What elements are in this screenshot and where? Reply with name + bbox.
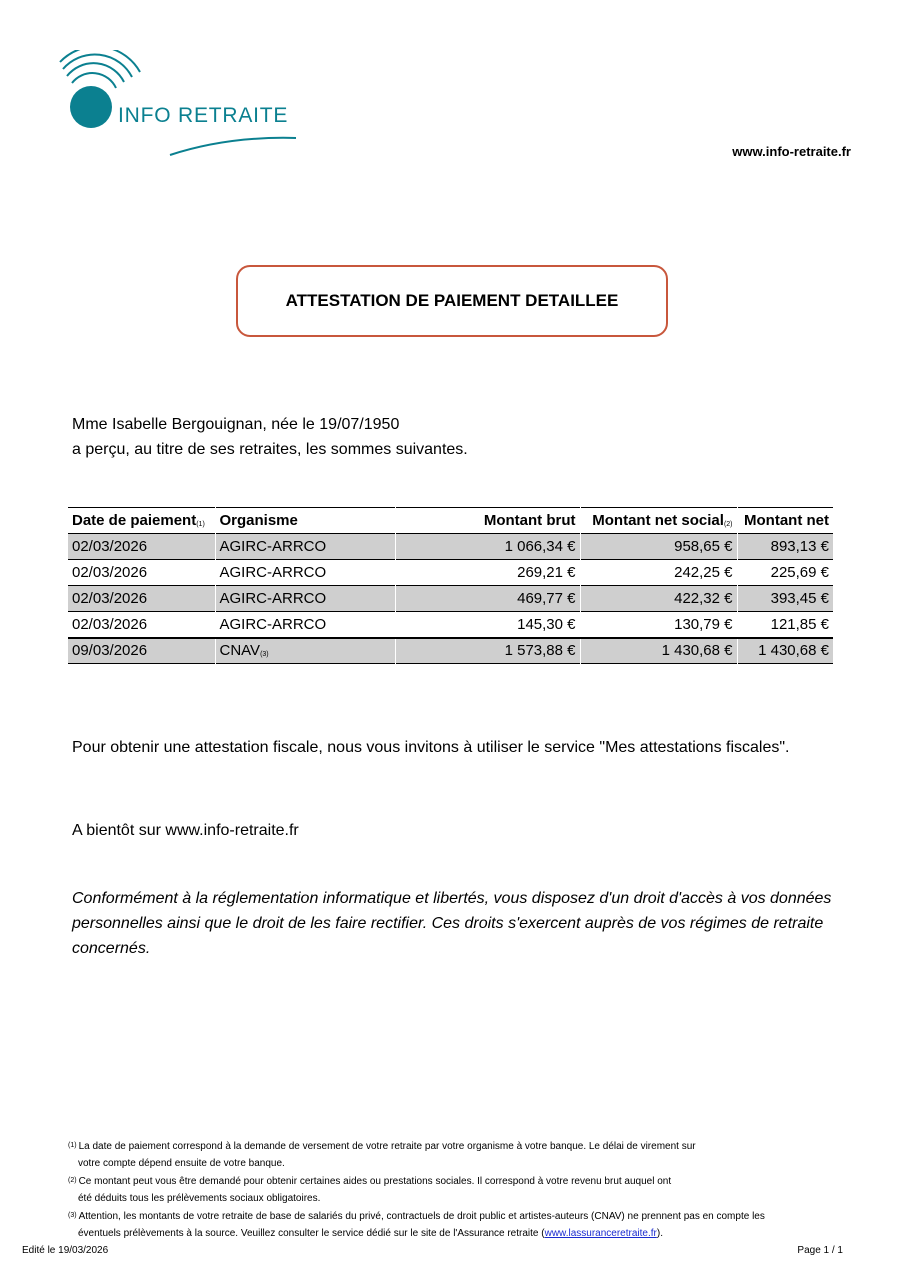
fiscal-attestation-text: Pour obtenir une attestation fiscale, nous vous invitons à utiliser le service "Mes attestations fiscales". xyxy=(72,739,790,756)
cell-date: 02/03/2026 xyxy=(72,538,148,555)
cell-organism: AGIRC-ARRCO xyxy=(215,534,395,560)
table-row xyxy=(68,586,833,612)
footnote-3 xyxy=(68,1209,828,1241)
intro-line-1: Mme Isabelle Bergouignan, née le 19/07/1950 xyxy=(72,416,400,433)
cell-organism: $CNAV_{(3)}$ xyxy=(215,638,395,664)
privacy-rights-text: Conformément à la réglementation informatique et libertés, vous disposez d'un droit d'accès à vos données personnelles ainsi que le droit de les faire rectifier. Ces droits s'exercent auprès de vos régimes de retraite concernés. xyxy=(72,890,832,957)
cell-net: 893,13 € xyxy=(737,534,833,560)
logo-text: INFO RETRAITE xyxy=(118,104,289,127)
footnote-2 xyxy=(68,1174,828,1206)
cell-brut: 1 573,88 € xyxy=(395,638,580,664)
document-title: ATTESTATION DE PAIEMENT DETAILLEE xyxy=(236,265,668,337)
table-row xyxy=(68,560,833,586)
footnote-mark: (2) xyxy=(68,1177,77,1184)
footnotes xyxy=(68,1139,828,1244)
cell-net: 1 430,68 € xyxy=(737,638,833,664)
cell-net: 225,69 € xyxy=(737,560,833,586)
cell-net: 393,45 € xyxy=(737,586,833,612)
header-brut: Montant brut xyxy=(395,508,580,534)
cell-organism: AGIRC-ARRCO xyxy=(215,560,395,586)
cell-brut: 1 066,34 € xyxy=(395,534,580,560)
cell-net-social: 130,79 € xyxy=(580,612,737,638)
header-url[interactable]: www.info-retraite.fr xyxy=(732,144,851,159)
cell-date: 09/03/2026 xyxy=(72,642,148,660)
footnote-text: éventuels prélèvements à la source. Veuillez consulter le service dédié sur le site de l'Assurance retraite (www.lassuranceretraite.fr). xyxy=(78,1227,663,1239)
footnote-text: Ce montant peut vous être demandé pour obtenir certaines aides ou prestations sociales. Il correspond à votre revenu brut auquel ont xyxy=(78,1176,672,1187)
table-row xyxy=(68,534,833,560)
cell-organism: AGIRC-ARRCO xyxy=(215,586,395,612)
edit-date: Edité le 19/03/2026 xyxy=(22,1245,109,1256)
payments-table xyxy=(68,507,833,664)
cell-net-social: 422,32 € xyxy=(580,586,737,612)
cell-brut: 145,30 € xyxy=(395,612,580,638)
footnote-mark: (1) xyxy=(68,1142,77,1149)
bientot-text: A bientôt sur www.info-retraite.fr xyxy=(72,822,299,839)
cell-net-social: 242,25 € xyxy=(580,560,737,586)
cell-organism: AGIRC-ARRCO xyxy=(215,612,395,638)
header-net-social: Montant net social$_{(2)}$ xyxy=(580,508,737,534)
footnote-text: La date de paiement correspond à la demande de versement de votre retraite par votre organisme à votre banque. Le délai de virement sur xyxy=(78,1141,696,1152)
page-number: Page 1 / 1 xyxy=(797,1245,843,1256)
cell-net: 121,85 € xyxy=(737,612,833,638)
header-date: Date de paiement$_{(1)}$ xyxy=(72,512,205,529)
table-header-row xyxy=(68,508,833,534)
footnote-1 xyxy=(68,1139,828,1171)
intro-line-2: a perçu, au titre de ses retraites, les sommes suivantes. xyxy=(72,441,468,458)
footnote-text: votre compte dépend ensuite de votre banque. xyxy=(78,1157,285,1169)
footnote-mark: (3) xyxy=(68,1212,77,1219)
footnote-text: Attention, les montants de votre retraite de base de salariés du privé, contractuels de droit public et artistes-auteurs (CNAV) ne prennent pas en compte les xyxy=(78,1211,765,1222)
header-net: Montant net xyxy=(737,508,833,534)
table-row xyxy=(68,612,833,638)
cell-date: 02/03/2026 xyxy=(72,615,148,633)
cell-net-social: 1 430,68 € xyxy=(580,638,737,664)
cell-net-social: 958,65 € xyxy=(580,534,737,560)
assurance-retraite-link[interactable]: www.lassuranceretraite.fr xyxy=(544,1227,657,1239)
cell-brut: 469,77 € xyxy=(395,586,580,612)
cell-brut: 269,21 € xyxy=(395,560,580,586)
table-row xyxy=(68,638,833,664)
cell-date: 02/03/2026 xyxy=(72,590,148,607)
header-organism: Organisme xyxy=(215,508,395,534)
intro-text xyxy=(72,412,468,462)
cell-date: 02/03/2026 xyxy=(72,564,148,581)
footnote-text: été déduits tous les prélèvements sociaux obligatoires. xyxy=(78,1192,321,1204)
